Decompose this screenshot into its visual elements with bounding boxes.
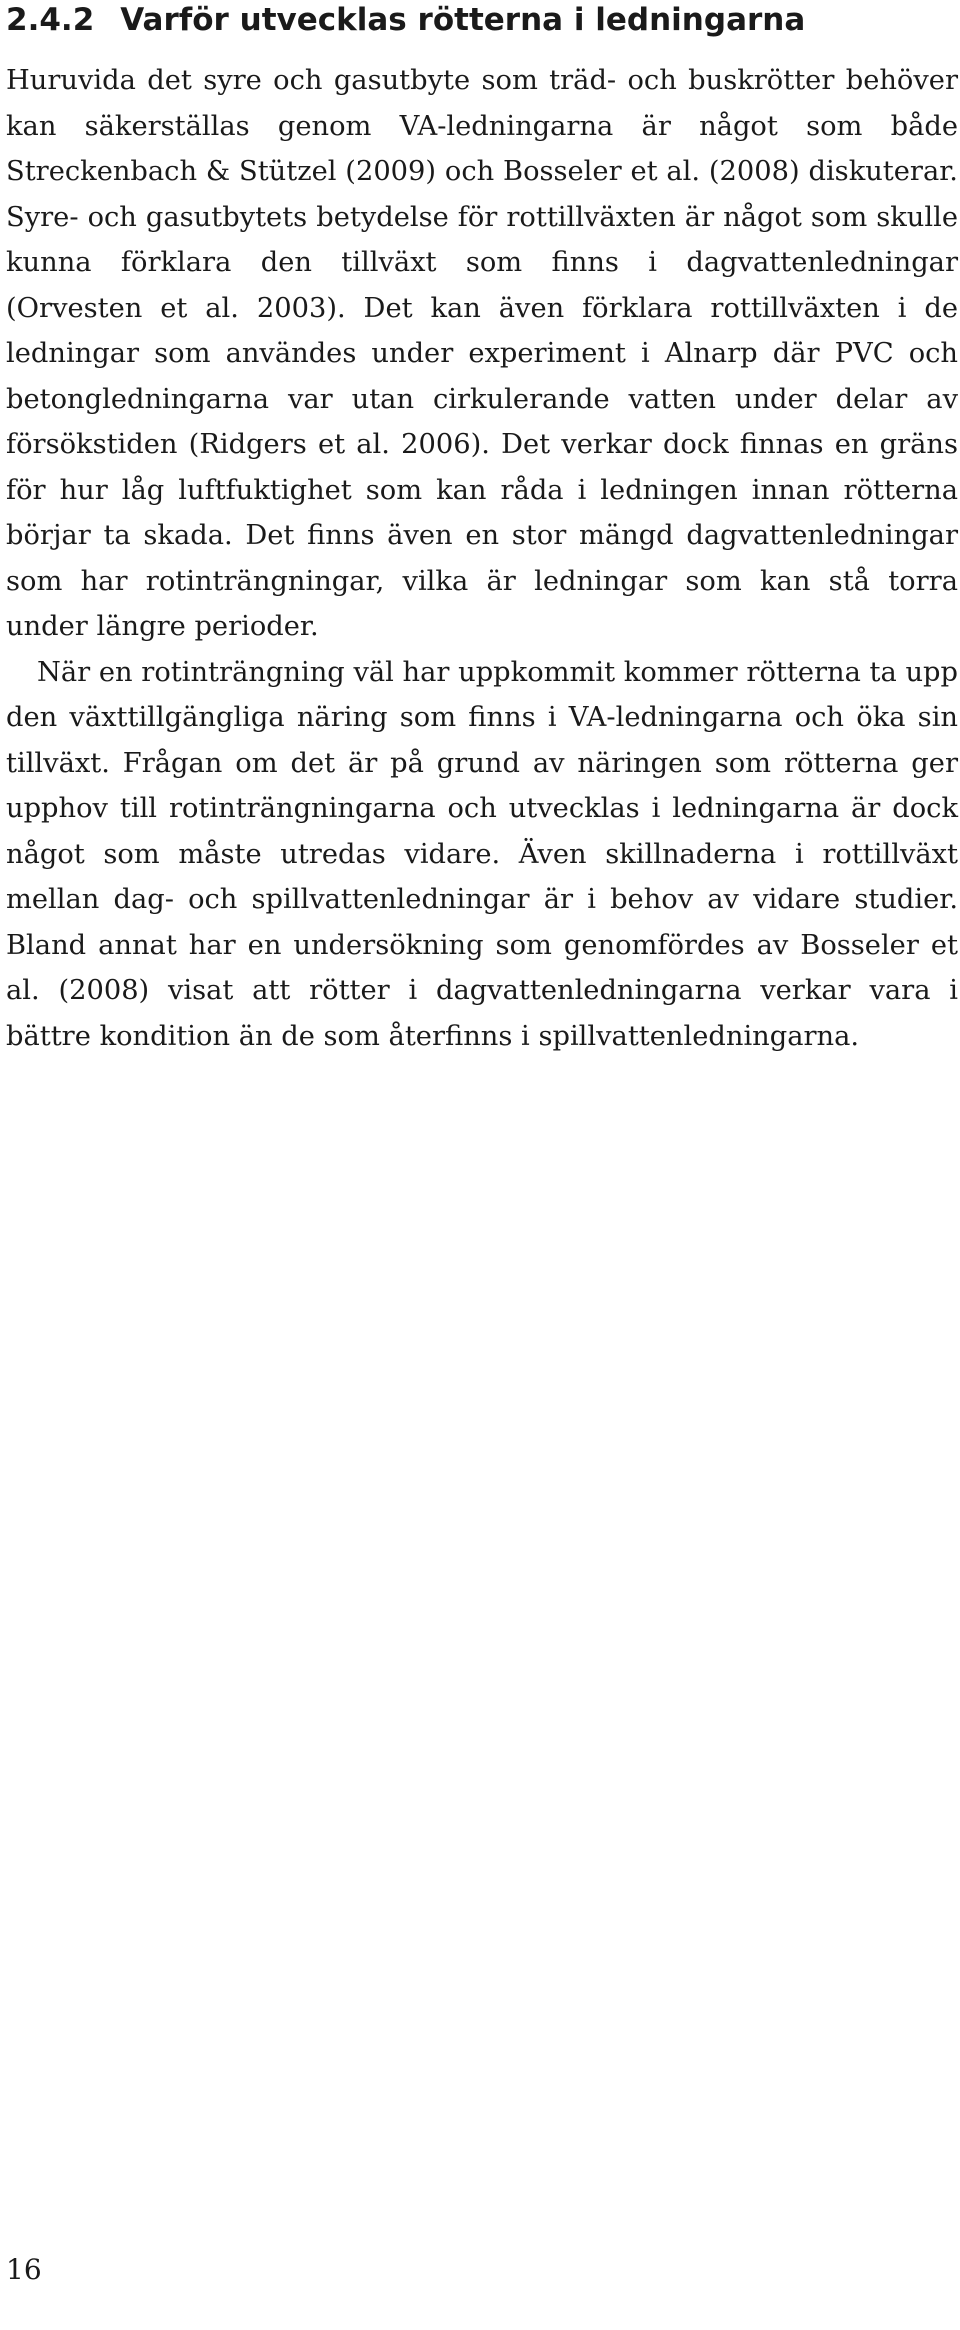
section-heading [6,0,805,40]
page-number: 16 [6,2253,42,2286]
paragraph-2: När en rotinträngning väl har uppkommit kommer rötterna ta upp den växttillgängliga näring som finns i VA-ledningarna och öka sin tillväxt. Frågan om det är på grund av näringen som rötterna ger upphov till rotinträngningarna och utvecklas i ledningarna är dock något som måste utredas vidare. Även skillnaderna i rottillväxt mellan dag- och spillvattenledningar är i behov av vidare studier. Bland annat har en undersökning som genomfördes av Bosseler et al. (2008) visat att rötter i dagvattenledningarna verkar vara i bättre kondition än de som återfinns i spillvattenledningarna. [6,656,959,1052]
paragraph-1: Huruvida det syre och gasutbyte som träd- och buskrötter behöver kan säkerställas genom VA-ledningarna är något som både Streckenbach & Stützel (2009) och Bosseler et al. (2008) diskuterar. Syre- och gasutbytets betydelse för rottillväxten är något som skulle kunna förklara den tillväxt som finns i dagvattenledningar (Orvesten et al. 2003). Det kan även förklara rottillväxten i de ledningar som användes under experiment i Alnarp där PVC och betongledningarna var utan cirkulerande vatten under delar av försökstiden (Ridgers et al. 2006). Det verkar dock finnas en gräns för hur låg luftfuktighet som kan råda i ledningen innan rötterna börjar ta skada. Det finns även en stor mängd dagvattenledningar som har rotinträngningar, vilka är ledningar som kan stå torra under längre perioder. [6,65,958,642]
section-number: 2.4.2 [6,2,95,38]
section-title: Varför utvecklas rötterna i ledningarna [120,2,806,38]
body-text [6,58,958,1059]
